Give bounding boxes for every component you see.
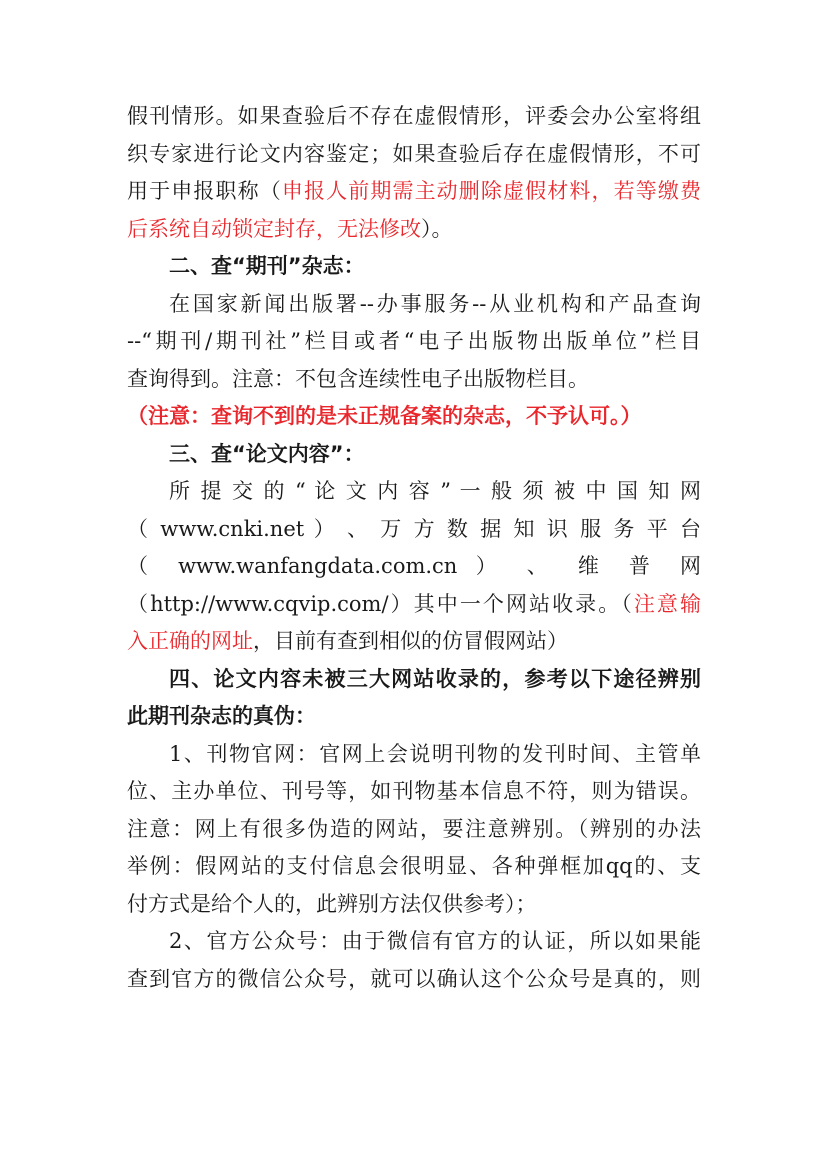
text-line: 位、主办单位、刊号等，如刊物基本信息不符，则为错误。 bbox=[127, 779, 701, 803]
text-segment: ，目前有查到相似的仿冒假网站） bbox=[253, 629, 568, 653]
paragraph-official-wechat bbox=[127, 923, 701, 998]
text-line bbox=[127, 623, 701, 661]
text-line: 注意：网上有很多伪造的网站，要注意辨别。（辨别的办法 bbox=[127, 816, 701, 841]
paragraph-verification-result bbox=[127, 98, 701, 248]
text-line: 查询得到。注意：不包含连续性电子出版物栏目。 bbox=[127, 366, 589, 391]
text-line: 织专家进行论文内容鉴定；如果查验后存在虚假情形，不可 bbox=[127, 141, 701, 166]
paragraph-official-website bbox=[127, 736, 701, 924]
text-segment: ）。 bbox=[421, 216, 453, 241]
section-heading-journal: 二、查“期刊”杂志： bbox=[169, 254, 365, 278]
paragraph-paper-indexing bbox=[127, 473, 701, 661]
red-warning-text: 申报人前期需主动删除虚假材料，若等缴费 bbox=[281, 179, 702, 203]
text-line bbox=[127, 586, 701, 624]
red-note-unregistered: （注意：查询不到的是未正规备案的杂志，不予认可。） bbox=[127, 404, 642, 428]
text-segment: （http://www.cqvip.com/）其中一个网站收录。（ bbox=[127, 591, 634, 616]
text-line: --“期刊/期刊社”栏目或者“电子出版物出版单位”栏目 bbox=[127, 329, 701, 353]
text-line: 2、官方公众号：由于微信有官方的认证，所以如果能 bbox=[169, 929, 701, 953]
text-line bbox=[127, 173, 701, 211]
text-line bbox=[127, 211, 701, 249]
text-line: 付方式是给个人的，此辨别方法仅供参考）； bbox=[127, 891, 537, 916]
text-line: （ www.cnki.net ） 、 万 方 数 据 知 识 服 务 平 台 bbox=[127, 516, 701, 541]
text-line: 在国家新闻出版署--办事服务--从业机构和产品查询 bbox=[169, 291, 701, 316]
text-line: 查到官方的微信公众号，就可以确认这个公众号是真的，则 bbox=[127, 966, 701, 991]
text-line: 假刊情形。如果查验后不存在虚假情形，评委会办公室将组 bbox=[127, 104, 701, 128]
section-heading-not-indexed bbox=[127, 661, 701, 736]
red-warning-text: 注意输 bbox=[633, 591, 701, 616]
text-line: 1、刊物官网：官网上会说明刊物的发刊时间、主管单 bbox=[169, 741, 701, 766]
text-segment: 用于申报职称（ bbox=[127, 179, 282, 203]
text-line: 此期刊杂志的真伪： bbox=[127, 704, 316, 728]
text-line: （ www.wanfangdata.com.cn ） 、 维 普 网 bbox=[127, 554, 701, 578]
document-page bbox=[127, 98, 701, 998]
text-line: 所 提 交 的 “ 论 文 内 容 ” 一 般 须 被 中 国 知 网 bbox=[169, 479, 701, 503]
paragraph-journal-query bbox=[127, 286, 701, 399]
red-warning-text: 后系统自动锁定封存，无法修改 bbox=[127, 216, 421, 241]
text-line: 四、论文内容未被三大网站收录的，参考以下途径辨别 bbox=[169, 666, 701, 691]
section-heading-paper-content: 三、查“论文内容”： bbox=[169, 441, 365, 466]
red-warning-text: 入正确的网址 bbox=[127, 629, 253, 653]
text-line: 举例：假网站的支付信息会很明显、各种弹框加qq的、支 bbox=[127, 854, 701, 878]
